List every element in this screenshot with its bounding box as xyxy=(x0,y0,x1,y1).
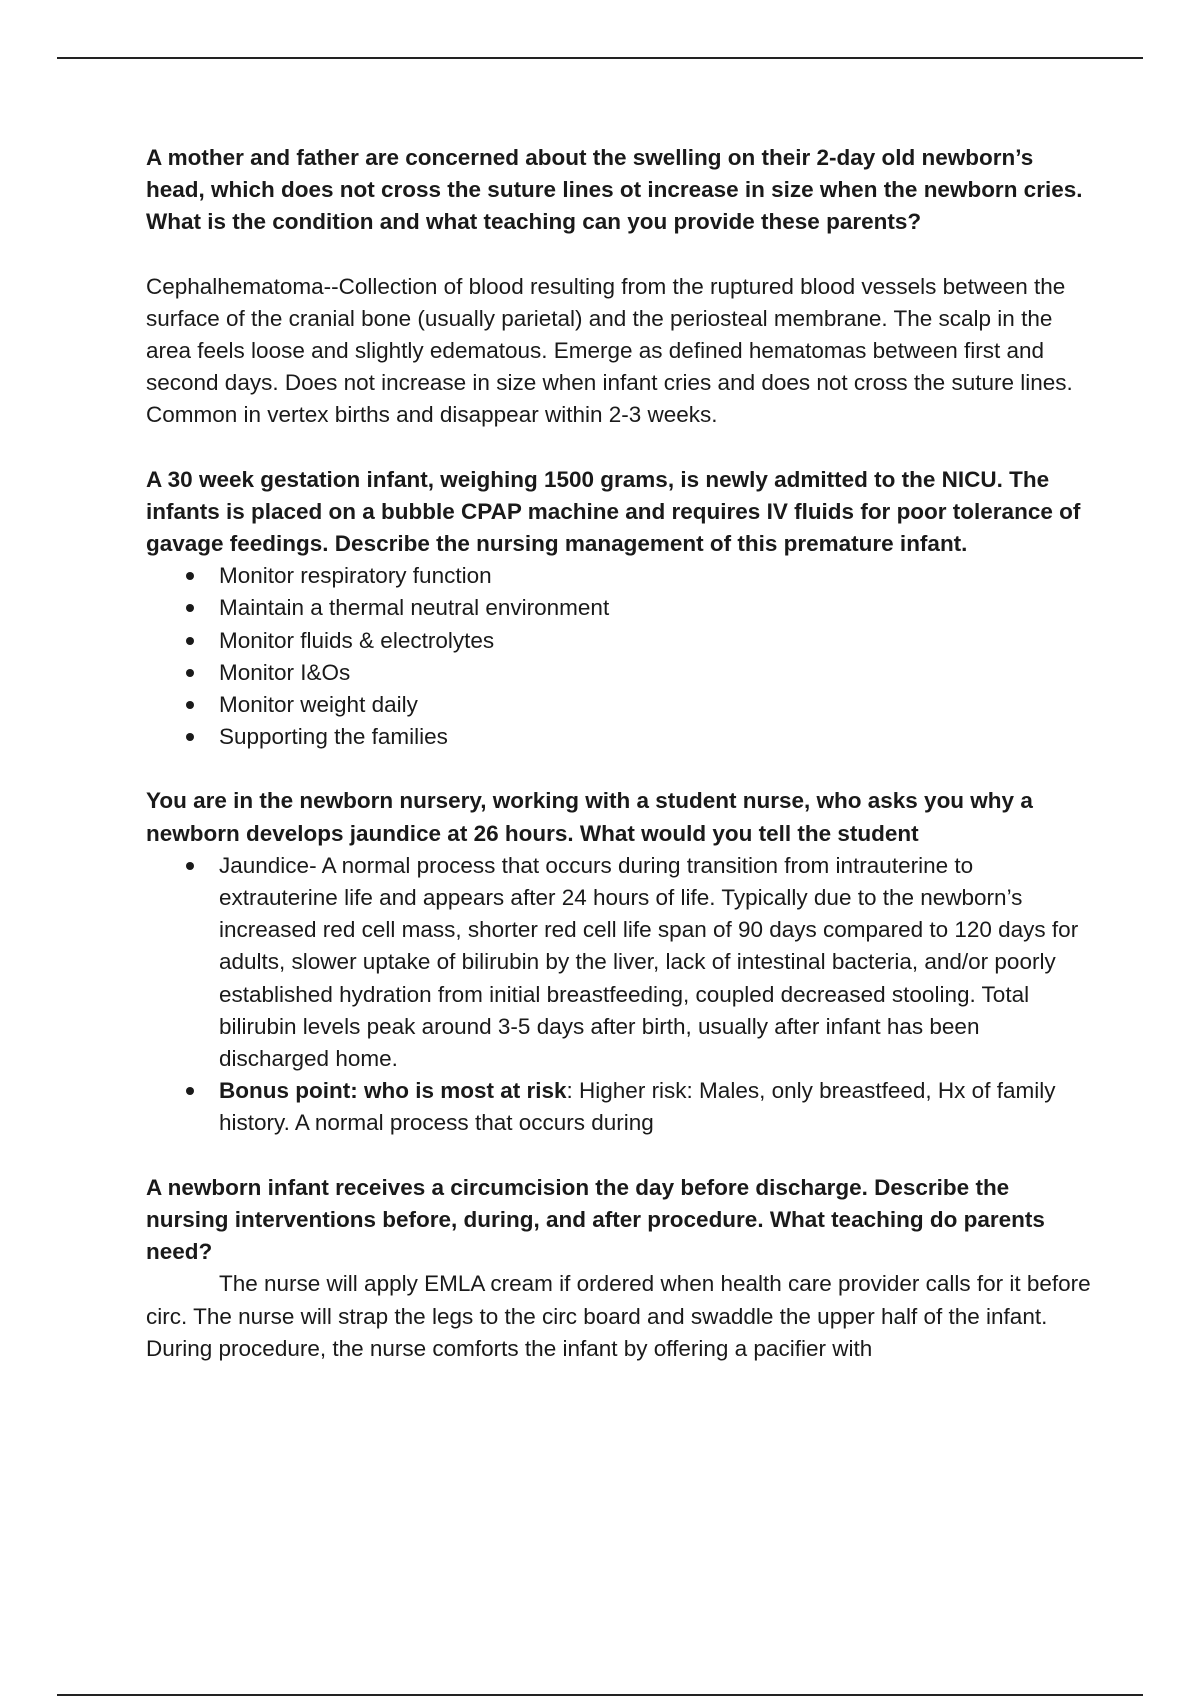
list-item: Jaundice- A normal process that occurs during transition from intrauterine to extrauterine life and appears after 24 hours of life. Typically due to the newborn’s increased red cell mass, shorter red cell life span of 90 days compared to 120 days for adults, slower uptake of bilirubin by the liver, lack of intestinal bacteria, and/or poorly established hydration from initial breastfeeding, coupled decreased stooling. Total bilirubin levels peak around 3-5 days after birth, usually after infant has been discharged home. xyxy=(146,850,1091,1075)
bonus-point-label: Bonus point: who is most at risk xyxy=(219,1078,567,1104)
spacer xyxy=(146,432,1091,464)
list-item: Supporting the families xyxy=(146,721,1091,753)
answer-cephalhematoma: Cephalhematoma--Collection of blood resulting from the ruptured blood vessels between the surface of the cranial bone (usually parietal) and the periosteal membrane. The scalp in the area feels loose and slightly edematous. Emerge as defined hematomas between first and second days. Does not increase in size when infant cries and does not cross the suture lines. Common in vertex births and disappear within 2-3 weeks. xyxy=(146,273,1073,428)
bonus-point-text: : Higher risk: Males, only breastfeed, Hx of family history. A normal process that occurs during xyxy=(219,1078,1056,1136)
answer-circumcision-paragraph xyxy=(146,1268,1091,1365)
question-premature-infant: A 30 week gestation infant, weighing 1500 grams, is newly admitted to the NICU. The infants is placed on a bubble CPAP machine and requires IV fluids for poor tolerance of gavage feedings. Describe the nursing management of this premature infant. xyxy=(146,466,1081,557)
list-item: Monitor I&Os xyxy=(146,657,1091,689)
list-item: Monitor respiratory function xyxy=(146,560,1091,592)
document-body xyxy=(146,142,1091,1365)
premature-care-list xyxy=(146,560,1091,753)
question-circumcision: A newborn infant receives a circumcision the day before discharge. Describe the nursing interventions before, during, and after procedure. What teaching do parents need? xyxy=(146,1174,1045,1265)
footer-rule xyxy=(57,1694,1143,1696)
header-rule xyxy=(57,57,1143,59)
spacer xyxy=(146,239,1091,271)
jaundice-list xyxy=(146,850,1091,1140)
list-item: Maintain a thermal neutral environment xyxy=(146,592,1091,624)
spacer xyxy=(146,1140,1091,1172)
answer-circumcision: The nurse will apply EMLA cream if ordered when health care provider calls for it before circ. The nurse will strap the legs to the circ board and swaddle the upper half of the infant. During procedure, the nurse comforts the infant by offering a pacifier with xyxy=(146,1271,1091,1361)
list-item: Monitor fluids & electrolytes xyxy=(146,625,1091,657)
list-item: Monitor weight daily xyxy=(146,689,1091,721)
spacer xyxy=(146,753,1091,785)
list-item xyxy=(146,1075,1091,1139)
question-cephalhematoma: A mother and father are concerned about the swelling on their 2-day old newborn’s head, which does not cross the suture lines ot increase in size when the newborn cries. What is the condition and what teaching can you provide these parents? xyxy=(146,145,1083,235)
question-jaundice: You are in the newborn nursery, working with a student nurse, who asks you why a newborn develops jaundice at 26 hours. What would you tell the student xyxy=(146,788,1033,846)
